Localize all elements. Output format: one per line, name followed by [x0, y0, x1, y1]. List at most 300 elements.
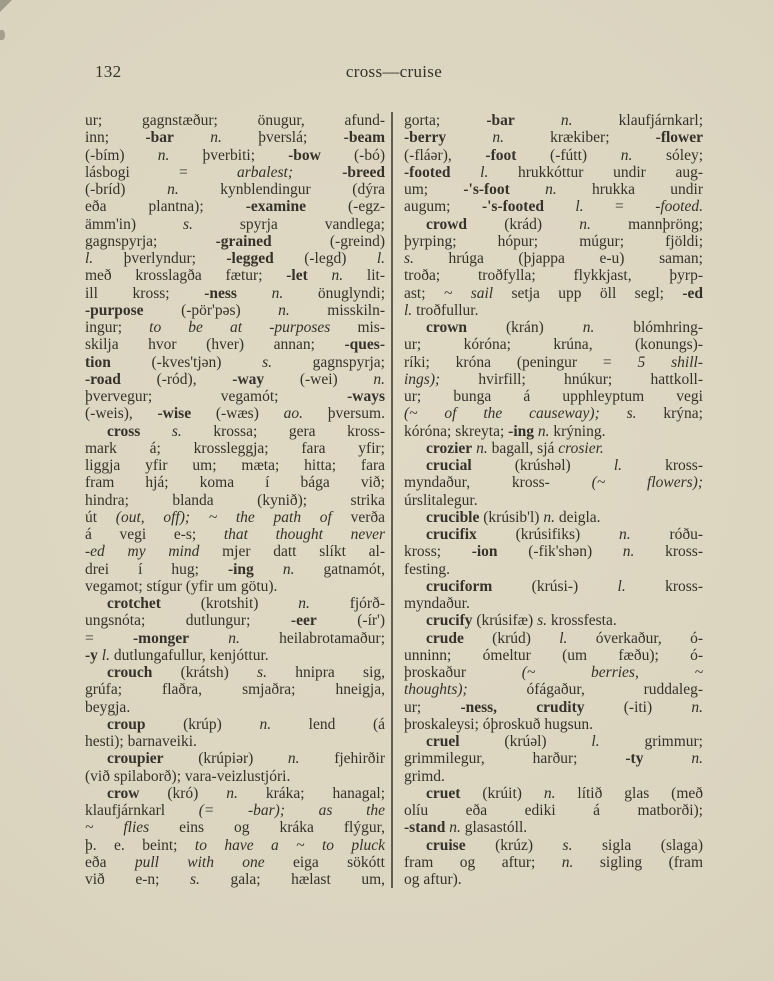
text-segment: fram og aftur; [404, 853, 562, 871]
text-line [85, 699, 385, 716]
text-segment: ~ sail [443, 284, 494, 302]
text-segment: (krotshit) [160, 595, 299, 612]
text-segment: grimmilegur, harður; [404, 750, 626, 768]
text-segment: l. [559, 629, 596, 647]
text-segment: liggja yfir um; mæta; hitta; fara [85, 457, 385, 474]
text-line [85, 405, 385, 422]
text-segment: (við spilaborð); vara-veizlustjóri. [85, 767, 291, 785]
text-segment: n. [157, 146, 203, 164]
text-segment: n. [472, 439, 492, 457]
text-line [404, 354, 703, 371]
text-segment: sigling (fram [599, 853, 703, 871]
text-segment: -way [232, 370, 265, 388]
text-segment: ao. [283, 405, 328, 423]
text-segment: (out, off); ~ the path of [115, 508, 332, 526]
text-segment: ur; [404, 698, 461, 716]
text-segment: -'s-footed [481, 198, 544, 216]
text-line [85, 181, 385, 198]
text-segment: -foot [485, 146, 517, 164]
text-segment: (-fláər), [404, 146, 486, 164]
text-segment: lend (á [308, 715, 386, 733]
text-line [404, 181, 703, 198]
text-segment: (~ berries, ~ [521, 664, 703, 681]
text-segment: n. [236, 284, 318, 302]
text-segment: mjer datt slíkt al- [199, 543, 385, 561]
text-segment: n. [298, 595, 350, 612]
text-segment: -bar [486, 112, 515, 129]
text-segment: crucifix [426, 526, 477, 543]
text-segment: ~ flies [85, 819, 150, 837]
text-segment: setja upp öll segl; [493, 284, 683, 302]
text-segment: -ness, crudity [460, 698, 585, 716]
text-segment: n. [373, 370, 385, 388]
text-line [404, 474, 703, 491]
text-segment: 5 shill- [637, 353, 703, 371]
text-line [404, 198, 703, 215]
text-segment: -legged [226, 250, 274, 267]
text-segment: -berry [404, 129, 447, 147]
text-segment: -let [286, 267, 308, 285]
text-line [404, 768, 703, 785]
text-segment: þvervegur; vegamót; [85, 388, 348, 405]
text-segment: lítið glas (með [577, 784, 704, 802]
text-segment: s. [262, 353, 313, 371]
text-segment: s. [190, 871, 231, 888]
text-segment: ófágaður, ruddaleg- [467, 681, 703, 699]
text-segment: n. [446, 129, 551, 147]
text-line [404, 267, 703, 284]
text-segment: l. [450, 163, 518, 181]
text-line [404, 595, 703, 612]
text-segment: n. [509, 181, 592, 198]
text-segment: thoughts); [404, 681, 468, 699]
text-segment: vegamot; stígur (yfir um götu). [85, 577, 278, 595]
text-line [85, 354, 385, 371]
text-line [404, 285, 703, 302]
text-segment: krossa; gera kross- [213, 422, 385, 440]
text-segment: -'s-foot [463, 181, 510, 198]
text-segment: crosier. [558, 439, 604, 457]
text-line [85, 233, 385, 250]
two-column-body [85, 112, 703, 888]
text-segment: (-kves'tjən) [110, 353, 263, 371]
text-segment: þverbiti; [202, 146, 289, 164]
text-segment: dutlungafullur, kenjóttur. [113, 646, 269, 664]
text-segment: krossfesta. [550, 612, 617, 630]
text-line [404, 561, 703, 578]
text-line [85, 147, 385, 164]
text-segment: drei í hug; [85, 560, 228, 578]
text-line [404, 802, 703, 819]
text-line [85, 716, 385, 733]
text-segment: -wise [157, 405, 192, 423]
text-line [404, 388, 703, 405]
text-segment: n. [622, 543, 666, 561]
text-segment: (~ flowers); [591, 474, 703, 492]
text-segment: -breed [342, 163, 385, 181]
text-segment: kross- [665, 457, 703, 474]
text-line [404, 785, 703, 802]
text-segment: -beam [343, 129, 385, 147]
text-segment: that thought never [223, 526, 385, 543]
text-segment: n. [543, 784, 578, 802]
text-segment: arbalest; [237, 163, 343, 181]
text-segment: fjehirðir [334, 750, 385, 768]
text-segment: -road [85, 370, 121, 388]
text-segment: krýna; [663, 405, 703, 423]
text-segment: kynblendingur (dýra [220, 181, 386, 198]
text-line [85, 819, 385, 836]
text-segment: -ness [204, 284, 237, 302]
text-segment: á vegi e-s; [85, 526, 224, 543]
text-line [404, 543, 703, 560]
text-line [85, 561, 385, 578]
text-line [85, 164, 385, 181]
text-segment: hnipra sig, [295, 664, 386, 681]
text-segment: cruel [426, 733, 460, 750]
text-segment: l. [376, 250, 385, 267]
text-line [404, 733, 703, 750]
text-segment: (-bríd) [85, 181, 168, 198]
text-segment: eiga sökótt [264, 853, 385, 871]
text-line [404, 716, 703, 733]
text-segment: l. [613, 457, 666, 474]
text-segment: og aftur). [404, 871, 462, 888]
text-segment: (krán) [467, 319, 583, 336]
text-segment: n. [582, 319, 634, 336]
text-segment: s. [404, 250, 449, 267]
text-segment: -monger [133, 629, 189, 647]
text-line [85, 526, 385, 543]
text-segment: croup [107, 715, 146, 733]
text-segment: (krúshəl) [471, 457, 614, 474]
text-segment: deigla. [558, 508, 601, 526]
text-segment: kráka; hanagal; [265, 784, 385, 802]
text-segment: þroskaður [404, 664, 522, 681]
text-segment: tion [85, 353, 111, 371]
text-segment: -ty [625, 750, 644, 768]
text-segment: (-greind) [271, 232, 385, 250]
text-segment: crucify [426, 612, 473, 630]
text-segment: misskiln- [327, 301, 385, 319]
text-segment: gatnamót, [323, 560, 385, 578]
text-segment: þyrping; hópur; múgur; fjöldi; [404, 232, 703, 250]
text-segment: n. [253, 560, 324, 578]
text-line [85, 285, 385, 302]
text-segment: þroskaleysi; óþroskuð hugsun. [404, 715, 594, 733]
scan-edge-artifact [0, 30, 5, 40]
text-line [85, 681, 385, 698]
text-segment: (krúsib'l) [479, 508, 544, 526]
text-segment: pull with one [134, 853, 265, 871]
text-segment: önuglyndi; [317, 284, 386, 302]
text-segment: eða [85, 853, 135, 871]
text-segment: gorta; [404, 112, 487, 129]
text-segment: (-bím) [85, 146, 158, 164]
text-line [85, 578, 385, 595]
text-segment: crotchet [107, 595, 161, 612]
text-line [85, 837, 385, 854]
text-line [85, 457, 385, 474]
text-line [85, 871, 385, 888]
text-segment: eins og kráka flýgur, [149, 819, 385, 837]
page-content [85, 62, 703, 888]
text-line [85, 423, 385, 440]
text-segment: heilabrotamaður; [279, 629, 385, 647]
text-segment: crude [426, 629, 464, 647]
text-segment: mark á; krossleggja; fara yfir; [85, 439, 385, 457]
text-segment: (krátsh) [152, 664, 258, 681]
text-segment: -ing [508, 422, 535, 440]
text-segment: -stand [404, 819, 446, 837]
text-segment: n. [691, 698, 704, 716]
text-line [404, 819, 703, 836]
text-segment: crowd [426, 215, 468, 233]
text-segment: troðfullur. [416, 301, 479, 319]
text-segment: gagnspyrja; [312, 353, 385, 371]
text-segment: kross; [404, 543, 472, 561]
text-segment: -ed my mind [85, 543, 200, 561]
text-segment: crouch [107, 664, 153, 681]
text-segment: hesti); barnaveiki. [85, 733, 197, 750]
text-segment: róðu- [669, 526, 704, 543]
text-segment: -grained [215, 232, 272, 250]
text-segment: ämm'in) [85, 215, 183, 233]
text-line [85, 474, 385, 491]
text-segment: croupier [107, 750, 164, 768]
text-line [85, 371, 385, 388]
text-segment: (krúəl) [459, 733, 592, 750]
text-line [404, 492, 703, 509]
text-segment: lásbogi = [85, 163, 238, 181]
text-line [85, 612, 385, 629]
text-segment: lit- [366, 267, 385, 285]
text-line [85, 319, 385, 336]
text-segment: -footed. [655, 198, 703, 216]
text-segment: n. [278, 301, 328, 319]
text-segment: festing. [404, 560, 451, 578]
text-segment: (krúsifiks) [476, 526, 619, 543]
text-segment: n. [167, 181, 221, 198]
text-segment: l. [85, 250, 124, 267]
scan-corner-artifact [0, 0, 12, 12]
text-segment: eða plantna); [85, 198, 246, 216]
text-segment: hrukkóttur undir aug- [518, 163, 703, 181]
text-segment: fjórð- [349, 595, 386, 612]
text-segment: ur; gagnstæður; önugur, afund- [85, 112, 385, 129]
text-segment: sigla (slaga) [602, 836, 703, 854]
text-segment: (-ród), [120, 370, 233, 388]
text-segment: hrukka undir [591, 181, 703, 198]
text-line [404, 647, 703, 664]
text-line [404, 750, 703, 767]
text-segment: n. [307, 267, 367, 285]
text-segment: s. [562, 836, 602, 854]
text-segment: klaufjárnkarl; [618, 112, 704, 129]
text-segment: sóley; [666, 146, 704, 164]
text-line [85, 543, 385, 560]
text-segment: l. [97, 646, 114, 664]
text-segment: n. [445, 819, 465, 837]
text-segment: (krúp) [145, 715, 260, 733]
text-segment: blómhring- [633, 319, 703, 336]
text-line [404, 302, 703, 319]
text-segment: kross- [665, 543, 703, 561]
text-segment: með krosslagða fætur; [85, 267, 287, 285]
text-segment: to be at -purposes [149, 319, 331, 336]
text-line [85, 733, 385, 750]
text-segment: gala; hælast um, [230, 871, 386, 888]
text-segment: ast; [404, 284, 444, 302]
text-segment: (-bó) [320, 146, 385, 164]
text-line [404, 233, 703, 250]
text-segment: cruise [426, 836, 466, 854]
text-line [85, 768, 385, 785]
text-line [404, 405, 703, 422]
text-segment: grimd. [404, 767, 445, 785]
text-segment: bagall, sjá [491, 439, 559, 457]
text-segment: cruet [426, 784, 461, 802]
text-line [85, 336, 385, 353]
text-segment: (-fik'shən) [497, 543, 623, 561]
text-segment: þ. e. beint; [85, 836, 195, 854]
text-line [85, 785, 385, 802]
text-segment: hrúga (þjappa e-u) saman; [448, 250, 703, 267]
text-segment: grimmur; [644, 733, 703, 750]
text-line [85, 440, 385, 457]
text-segment: ur; bunga á upphleyptum vegi [404, 388, 703, 405]
text-line [404, 336, 703, 353]
text-line [404, 423, 703, 440]
text-line [85, 388, 385, 405]
text-line [85, 750, 385, 767]
right-column [404, 112, 703, 888]
text-segment: = [85, 629, 134, 647]
text-segment: l. [617, 577, 666, 595]
text-segment: -ing [227, 560, 254, 578]
text-segment: to have a ~ to pluck [194, 836, 386, 854]
text-segment: (-weis), [85, 405, 158, 423]
text-segment: -flower [655, 129, 704, 147]
text-segment: (-wæs) [191, 405, 284, 423]
text-line [404, 216, 703, 233]
text-segment: spyrja vandlega; [239, 215, 385, 233]
text-segment: úrslitalegur. [404, 491, 478, 509]
text-line [404, 250, 703, 267]
text-segment: myndaður. [404, 595, 470, 612]
text-line [404, 371, 703, 388]
text-line [404, 526, 703, 543]
text-segment: mis- [330, 319, 386, 336]
text-line [85, 112, 385, 129]
text-segment: hindra; blanda (kynið); strika [85, 491, 385, 509]
text-line [404, 440, 703, 457]
text-segment: óverkaður, ó- [595, 629, 703, 647]
text-segment: (-iti) [584, 698, 692, 716]
text-segment: myndaður, kross- [404, 474, 592, 492]
text-segment: n. [287, 750, 335, 768]
text-segment: cross [107, 422, 141, 440]
text-segment: n. [514, 112, 619, 129]
text-line [85, 302, 385, 319]
text-segment: n. [188, 629, 280, 647]
text-segment: l. [591, 733, 645, 750]
text-segment: crozier [426, 439, 473, 457]
text-segment: olíu eða ediki á matborði); [404, 802, 703, 819]
text-segment: n. [543, 508, 559, 526]
text-segment: -ion [471, 543, 498, 561]
text-segment: ings); [404, 370, 441, 388]
text-segment: skilja hvor (hver) annan; [85, 336, 345, 354]
text-segment: (krúsi-) [492, 577, 618, 595]
text-line [404, 854, 703, 871]
text-line [404, 509, 703, 526]
text-segment: -footed [404, 163, 451, 181]
text-segment: n. [259, 715, 309, 733]
text-segment: -bar [145, 129, 174, 147]
text-segment: n. [534, 422, 554, 440]
text-line [85, 647, 385, 664]
text-line [404, 578, 703, 595]
text-segment: n. [619, 526, 670, 543]
text-line [85, 595, 385, 612]
text-segment: (-ír') [316, 612, 386, 630]
text-line [85, 129, 385, 146]
text-segment: út [85, 508, 116, 526]
text-segment: (krád) [467, 215, 580, 233]
text-line [404, 612, 703, 629]
text-segment: = [615, 198, 656, 216]
text-segment: mannþröng; [628, 215, 703, 233]
running-head: cross—cruise [345, 62, 443, 81]
text-segment: s. [182, 215, 240, 233]
text-segment: þversum. [327, 405, 385, 423]
text-line [85, 509, 385, 526]
text-segment: (-wei) [264, 370, 374, 388]
text-segment: n. [226, 784, 266, 802]
text-segment: við e-n; [85, 871, 191, 888]
text-segment: s. [140, 422, 214, 440]
text-segment: ur; kóróna; krúna, (konungs)- [404, 336, 703, 354]
text-segment: verða [331, 508, 386, 526]
text-line [85, 250, 385, 267]
text-segment: fram hjá; koma í bága við; [85, 474, 385, 492]
text-segment: -ed [682, 284, 703, 302]
text-segment: n. [173, 129, 259, 147]
text-segment: klaufjárnkarl [85, 802, 199, 819]
text-line [85, 216, 385, 233]
text-line [85, 802, 385, 819]
text-segment: crucial [426, 457, 472, 474]
text-segment: grúfa; flaðra, smjaðra; hneigja, [85, 681, 385, 699]
text-segment: (~ of the causeway); s. [404, 405, 664, 423]
text-segment: beygja. [85, 698, 131, 716]
text-segment: ríki; króna (peningur = [404, 353, 638, 371]
text-line [85, 664, 385, 681]
text-segment: troða; troðfylla; flykkjast, þyrp- [404, 267, 703, 285]
page-number: 132 [95, 62, 122, 81]
text-segment: augum; [404, 198, 482, 216]
text-segment: kross- [665, 577, 703, 595]
text-segment: -ways [347, 388, 385, 405]
text-segment: n. [643, 750, 704, 768]
text-line [404, 457, 703, 474]
text-segment: (-fútt) [516, 146, 621, 164]
page-header [85, 62, 703, 86]
text-segment: l. [404, 301, 417, 319]
text-segment: -bow [288, 146, 321, 164]
text-segment: crown [426, 319, 468, 336]
